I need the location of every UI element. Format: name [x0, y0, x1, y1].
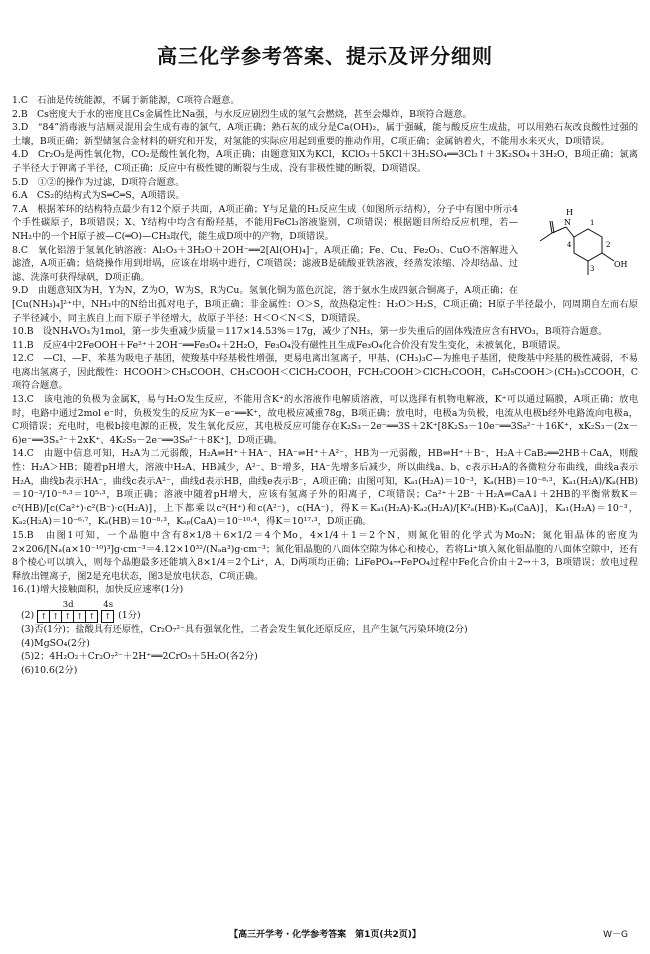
- answer-5: 5.D ①②的操作为过滤，D项符合题意。: [12, 176, 185, 188]
- q16-part2-prefix: (2): [21, 610, 35, 622]
- orbital-box: ↑: [61, 610, 74, 623]
- page-footer: [0, 927, 650, 940]
- orbital-box: ↑: [85, 610, 98, 623]
- answer-7: 7.A 根据苯环的结构特点最少有12个原子共面，A项正确；Y与足量的H₂反应生成（如图所示结构），分子中有图中所示4个手性碳原子，B项错误；X、Y结构中均含有酚羟基，不能用FeCl₃溶液鉴别，C项错误；根据题目所给反应机理，若—NH₂中的一个H原子被—C(═O)—CH₃取代，能生成D项中的产物，D项错误。: [12, 203, 518, 242]
- footer-code: W－G: [603, 930, 628, 940]
- orbital-3d-label: 3d: [62, 599, 74, 610]
- answer-2: 2.B Cs密度大于水的密度且Cs金属性比Na强，与水反应剧烈生成的氢气会燃烧，甚至会爆炸，B项符合题意。: [12, 108, 472, 120]
- mol-h: H: [566, 207, 573, 217]
- page-title: 高三化学参考答案、提示及评分细则: [157, 44, 493, 68]
- answer-10: 10.B 设NH₄VO₃为1mol，第一步失重减少质量＝117×14.53%＝17g，减少了NH₃，第一步失重后的固体残渣应含有HVO₃，B项符合题意。: [12, 326, 608, 338]
- q16-part4: (4)MgSO₄(2分): [21, 637, 90, 649]
- footer-center: 【高三开学考・化学参考答案 第1页(共2页)】: [229, 930, 421, 940]
- answer-15: 15.B 由图1可知，一个晶胞中含有8×1/8＋6×1/2＝4个Mo，4×1/4＋1＝2个N，则氮化钼的化学式为Mo₂N；氮化钼晶体的密度为2×206/[Nₐ(a×10⁻¹⁰)³]g·cm⁻³＝4.12×10³²/(Nₐa³)g·cm⁻³；氮化钼晶胞的八面体空隙为体心和棱心，若将Li⁺填入氮化钼晶胞的八面体空隙中，还有8个棱心可以填入，则每个晶胞最多还能填入8×1/4＝2个Li⁺，A、D两项均正确；LiFePO₄→FePO₄过程中Fe化合价由＋2→＋3，B项错误；放电过程释放出锂离子，图2是充电状态，图3是放电状态，C项正确。: [12, 530, 638, 582]
- orbital-box: ↑: [73, 610, 86, 623]
- answer-12: 12.C —Cl、—F、苯基为吸电子基团，使羧基中羟基极性增强，更易电离出氢离子，甲基、(CH₃)₃C—为推电子基团，使羧基中羟基的极性减弱，不易电离出氢离子，因此酸性：HCOOH＞CH₃COOH、CH₃COOH＜ClCH₂COOH，FCH₂COOH＞ClCH₂COOH，C₆H₅COOH＞(CH₃)₃CCOOH，C项符合题意。: [12, 353, 638, 392]
- q16-part6: (6)10.6(2分): [21, 664, 78, 676]
- answer-11: 11.B 反应4中2FeOOH＋Fe²⁺＋2OH⁻══Fe₃O₄＋2H₂O，Fe₃O₄没有磁性且生成Fe₃O₄化合价没有发生变化，未被氧化，B项错误。: [12, 339, 566, 351]
- mol-num-1: 1: [590, 218, 595, 227]
- q16-part2-suffix: (1分): [118, 610, 141, 622]
- answer-16: [12, 583, 638, 597]
- q16-part2: [12, 597, 638, 623]
- mol-n: N: [564, 217, 571, 227]
- orbital-box: ↑: [101, 610, 114, 623]
- orbital-4s: [102, 600, 114, 623]
- q16-part5: (5)2；4H₂O₂＋Cr₂O₇²⁻＋2H⁺══2CrO₅＋5H₂O(各2分): [21, 651, 258, 663]
- answer-13: 13.C 该电池的负极为金属K，易与H₂O发生反应，不能用含K⁺的水溶液作电解质溶液，可以选择有机物电解液，K⁺可以通过隔膜，A项正确；放电时，电路中通过2mol e⁻时，负极发生的反应为K－e⁻══K⁺，故电极应减重78g，B项正确；放电时，电极a为负极，电流从电极b经外电路流向电极a，C项错误；充电时，电极b接电源的正极，发生氧化反应，其电极反应可能存在K₂S₃－2e⁻══3S＋2K⁺[8K₂S₃－10e⁻══3S₈²⁻＋16K⁺，xK₂S₃－(2x－6)e⁻══3Sₓ²⁻＋2xK⁺、4K₂S₅－2e⁻══3S₆²⁻＋8K⁺]，D项正确。: [12, 394, 638, 446]
- q16-label: 16.: [12, 584, 27, 596]
- answer-1: 1.C 石油是传统能源，不属于新能源，C项符合题意。: [12, 95, 240, 106]
- mol-num-4: 4: [567, 240, 572, 249]
- mol-num-3: 3: [590, 264, 595, 273]
- molecule-figure: [526, 203, 636, 285]
- q16-part3: (3)否(1分)；盐酸具有还原性，Cr₂O₇²⁻具有强氧化性，二者会发生氧化还原反应，且产生氯气污染环境(2分): [21, 623, 468, 635]
- answer-6: 6.A CS₂的结构式为S═C═S，A项错误。: [12, 190, 185, 202]
- answer-3: 3.D “84”消毒液与洁厕灵混用会生成有毒的氯气，A项正确；熟石灰的成分是Ca(OH)₂，属于强碱，能与酸反应生成盐，可以用熟石灰改良酸性过强的土壤，B项正确；新型储氢合金材料的研究和开发，对氢能的实际应用起到重要的推动作用，C项正确；金属钠着火，不能用水来灭火，D项错误。: [12, 122, 638, 147]
- answer-14: 14.C 由题中信息可知，H₂A为二元弱酸，H₂A⇌H⁺＋HA⁻、HA⁻⇌H⁺＋A²⁻，HB为一元弱酸，HB⇌H⁺＋B⁻，H₂A＋CaB₂══2HB＋CaA，则酸性：H₂A＞HB；随着pH增大，溶液中H₂A、HB减少，A²⁻、B⁻增多，HA⁻先增多后减少，所以曲线a、b、c表示H₂A的各微粒分布曲线，曲线a表示H₂A，曲线b表示HA⁻，曲线c表示A²⁻，曲线d表示HB，曲线e表示B⁻，A项正确；由图可知，Kₐ₁(H₂A)＝10⁻³，Kₐ(HB)＝10⁻⁸·³，Kₐ₁(H₂A)/Kₐ(HB)＝10⁻³/10⁻⁸·³＝10⁵·³，B项正确；溶液中随着pH增大，应该有氢离子外的阳离子，C项错误；Ca²⁺＋2B⁻＋H₂A⇌CaA↓＋2HB的平衡常数K＝c²(HB)/[c(Ca²⁺)·c²(B⁻)·c(H₂A)]，上下都乘以c²(H⁺)和c(A²⁻)，c(HA⁻)，得K＝Kₐ₁(H₂A)·Kₐ₂(H₂A)/[K²ₐ(HB)·Kₛₚ(CaA)]，Kₐ₁(H₂A)＝10⁻³，Kₐ₂(H₂A)＝10⁻⁶·⁷，Kₐ(HB)＝10⁻⁸·³，Kₛₚ(CaA)＝10⁻¹⁰·⁴，得K＝10¹⁷·³，D项正确。: [12, 448, 638, 528]
- answer-body: [12, 94, 638, 677]
- mol-num-2: 2: [606, 240, 611, 249]
- orbital-4s-label: 4s: [103, 599, 114, 610]
- mol-oh: OH: [614, 259, 628, 269]
- orbital-box: ↑: [49, 610, 62, 623]
- orbital-box: ↑: [37, 610, 50, 623]
- answer-4: 4.D Cr₂O₃是两性氧化物，CO₂是酸性氧化物，A项正确；由题意知X为KCl，KClO₃＋5KCl＋3H₂SO₄══3Cl₂↑＋3K₂SO₄＋3H₂O，B项正确；氯离子半径大于钾离子半径，C项正确；反应中有极性键的断裂与生成、没有非极性键的断裂，D项错误。: [12, 149, 638, 174]
- q16-part1: (1)增大接触面积，加快反应速率(1分): [26, 584, 184, 596]
- answer-9: 9.D 由题意知X为H，Y为N，Z为O，W为S，R为Cu。氢氧化铜为蓝色沉淀，溶于氨水生成四氨合铜离子，A项正确；在[Cu(NH₃)₄]²⁺中，NH₃中的N给出孤对电子，B项正确；非金属性：O＞S，故热稳定性：H₂O＞H₂S，C项正确；H原子半径最小，同周期自左而右原子半径减小，同主族自上而下原子半径增大，故原子半径：H＜O＜N＜S，D项错误。: [12, 285, 638, 324]
- orbital-3d: [38, 600, 98, 623]
- answer-8: 8.C 氧化铝溶于氢氧化钠溶液：Al₂O₃＋3H₂O＋2OH⁻══2[Al(OH)₄]⁻，A项正确；Fe、Cu、Fe₂O₃、CuO不溶解进入滤渣，A项正确；焙烧操作用到坩埚，应该在坩埚中进行，C项错误；滤液B是硫酸亚铁溶液，经蒸发浓缩、冷却结晶、过滤、洗涤可获得绿矾，D项正确。: [12, 244, 518, 283]
